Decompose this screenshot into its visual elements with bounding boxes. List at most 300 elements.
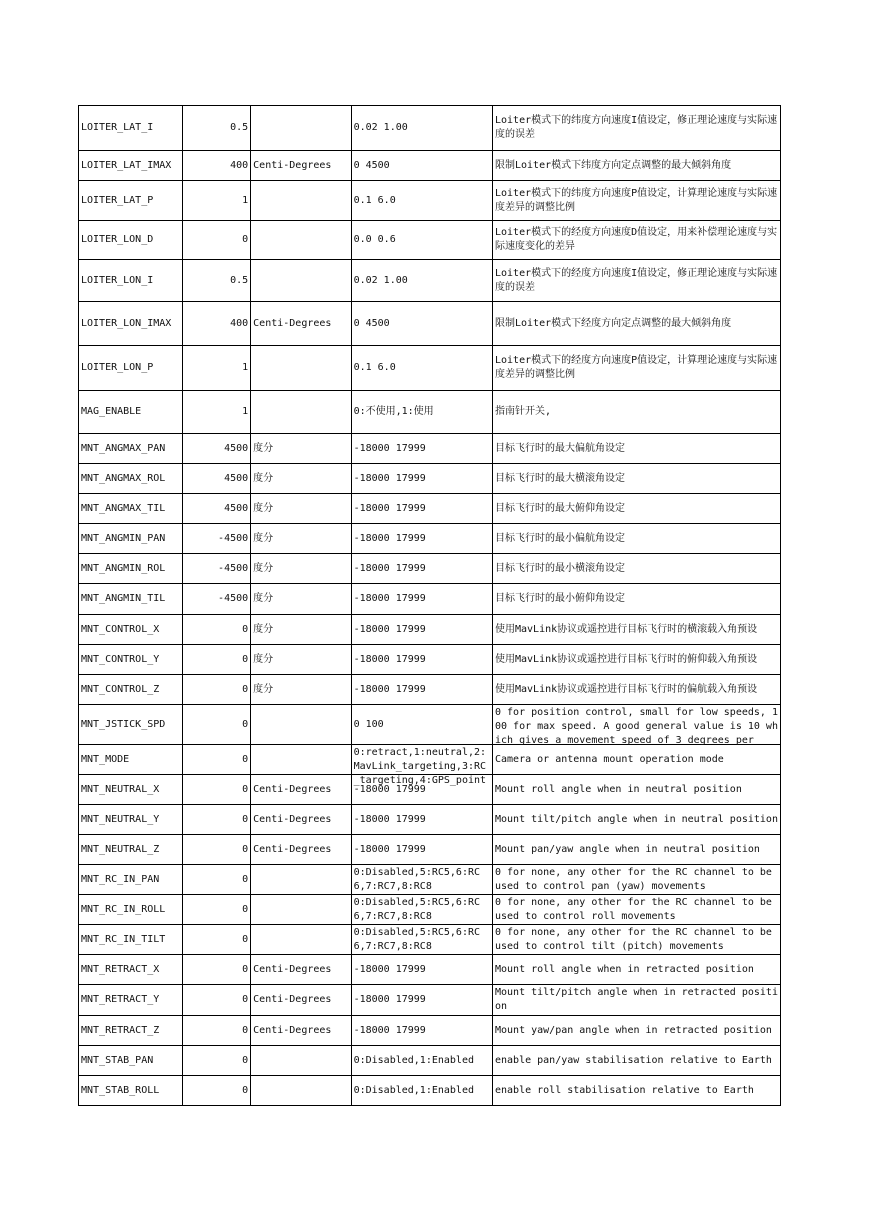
table-row: [79, 346, 781, 391]
param-unit-cell: [251, 925, 351, 955]
param-unit-cell: [251, 302, 351, 346]
param-range-cell: [351, 346, 492, 391]
param-name-cell: [79, 895, 183, 925]
param-unit-cell: [251, 865, 351, 895]
param-desc-cell: [493, 1046, 781, 1076]
param-range-cell: [351, 895, 492, 925]
param-desc-cell: [493, 1016, 781, 1046]
param-desc-cell-text: 目标飞行时的最小偏航角设定: [495, 532, 625, 544]
param-value-cell-text: 1: [242, 362, 249, 373]
param-name-cell: [79, 955, 183, 985]
param-desc-cell-text: 指南针开关,: [495, 406, 552, 417]
param-unit-cell: [251, 615, 351, 645]
param-name-cell-text: MNT_ANGMAX_ROL: [81, 472, 166, 484]
param-name-cell: [79, 391, 183, 434]
param-unit-cell: [251, 221, 351, 260]
param-value-cell-text: 0: [242, 963, 249, 975]
param-value-cell-text: 0: [242, 843, 249, 855]
param-value-cell-text: 400: [230, 159, 249, 171]
param-range-cell: [351, 181, 492, 221]
param-value-cell-text: 0: [242, 903, 249, 915]
param-unit-cell-text: Centi-Degrees: [253, 813, 332, 825]
table-row: [79, 675, 781, 705]
param-name-cell-text: MNT_STAB_ROLL: [81, 1084, 160, 1096]
param-desc-cell-text: 0 for none, any other for the RC channel to be used to control pan (yaw) movements: [495, 866, 772, 892]
param-range-cell-text: -18000 17999: [353, 593, 426, 604]
param-name-cell: [79, 181, 183, 221]
param-unit-cell: [251, 494, 351, 524]
param-range-cell-text: 0:Disabled,5:RC5,6:RC6,7:RC7,8:RC8: [353, 926, 481, 952]
param-name-cell: [79, 775, 183, 805]
param-unit-cell: [251, 584, 351, 615]
param-range-cell: [351, 434, 492, 464]
param-unit-cell: [251, 955, 351, 985]
param-desc-cell-text: Loiter模式下的经度方向速度P值设定，计算理论速度与实际速度差异的调整比例: [495, 355, 778, 380]
table-row: [79, 554, 781, 584]
param-range-cell: [351, 151, 492, 181]
param-unit-cell: [251, 181, 351, 221]
param-range-cell: [351, 835, 492, 865]
param-name-cell-text: LOITER_LON_I: [81, 274, 154, 286]
param-range-cell: [351, 615, 492, 645]
parameter-table: [78, 105, 781, 1106]
param-value-cell-text: 0: [242, 813, 249, 825]
param-value-cell-text: 0: [242, 234, 249, 245]
param-value-cell: [182, 645, 251, 675]
param-desc-cell-text: enable roll stabilisation relative to Earth: [495, 1084, 754, 1096]
param-desc-cell: [493, 151, 781, 181]
param-range-cell: [351, 1076, 492, 1106]
param-value-cell-text: 4500: [224, 472, 249, 484]
param-value-cell: [182, 524, 251, 554]
param-desc-cell-text: Loiter模式下的经度方向速度D值设定，用来补偿理论速度与实际速度变化的差异: [495, 227, 778, 252]
param-unit-cell: [251, 434, 351, 464]
param-name-cell: [79, 221, 183, 260]
param-desc-cell-text: Loiter模式下的纬度方向速度I值设定，修正理论速度与实际速度的误差: [495, 115, 778, 140]
table-row: [79, 391, 781, 434]
table-row: [79, 434, 781, 464]
param-unit-cell: [251, 1016, 351, 1046]
param-name-cell: [79, 1046, 183, 1076]
param-name-cell-text: MAG_ENABLE: [81, 406, 142, 417]
param-name-cell-text: MNT_ANGMAX_TIL: [81, 502, 166, 514]
param-desc-cell-text: Mount pan/yaw angle when in neutral position: [495, 843, 760, 855]
param-value-cell: [182, 985, 251, 1016]
param-range-cell: [351, 221, 492, 260]
param-unit-cell: [251, 775, 351, 805]
param-name-cell-text: MNT_RC_IN_ROLL: [81, 903, 166, 915]
param-unit-cell-text: Centi-Degrees: [253, 159, 332, 171]
param-name-cell: [79, 260, 183, 302]
param-unit-cell: [251, 835, 351, 865]
param-range-cell: [351, 464, 492, 494]
param-name-cell: [79, 106, 183, 151]
table-row: [79, 181, 781, 221]
param-name-cell: [79, 554, 183, 584]
param-desc-cell-text: 目标飞行时的最大横滚角设定: [495, 472, 625, 484]
table-row: [79, 1046, 781, 1076]
param-range-cell-text: -18000 17999: [353, 994, 426, 1005]
param-value-cell: [182, 260, 251, 302]
param-desc-cell: [493, 106, 781, 151]
param-unit-cell: [251, 805, 351, 835]
param-value-cell: [182, 1046, 251, 1076]
param-desc-cell: [493, 181, 781, 221]
param-desc-cell-text: 使用MavLink协议或遥控进行目标飞行时的偏航载入角预设: [495, 683, 758, 695]
param-name-cell-text: MNT_NEUTRAL_Z: [81, 843, 160, 855]
param-unit-cell-text: 度分: [253, 562, 274, 574]
param-name-cell: [79, 434, 183, 464]
param-range-cell-text: -18000 17999: [353, 502, 426, 514]
param-range-cell-text: -18000 17999: [353, 623, 426, 635]
param-desc-cell: [493, 775, 781, 805]
param-range-cell-text: 0:Disabled,1:Enabled: [353, 1084, 474, 1096]
param-desc-cell: [493, 434, 781, 464]
param-value-cell: [182, 346, 251, 391]
param-range-cell: [351, 1016, 492, 1046]
table-row: [79, 464, 781, 494]
param-value-cell: [182, 775, 251, 805]
param-value-cell-text: 0: [242, 653, 249, 665]
param-range-cell: [351, 302, 492, 346]
param-value-cell-text: 0: [242, 683, 249, 695]
param-desc-cell-text: 0 for position control, small for low speeds, 100 for max speed. A good general value is 10 which gives a movement speed of 3 degrees per: [495, 706, 778, 746]
table-row: [79, 1076, 781, 1106]
param-range-cell-text: 0:不使用,1:使用: [353, 406, 434, 417]
param-range-cell-text: 0:retract,1:neutral,2:MavLink_targeting,3:RC_targeting,4:GPS_point: [353, 746, 487, 786]
param-desc-cell-text: Mount tilt/pitch angle when in neutral position: [495, 813, 778, 825]
param-value-cell-text: 0.5: [230, 274, 249, 286]
param-range-cell-text: -18000 17999: [353, 562, 426, 574]
param-unit-cell: [251, 524, 351, 554]
table-row: [79, 615, 781, 645]
param-desc-cell: [493, 554, 781, 584]
parameter-table-body: [79, 106, 781, 1106]
param-range-cell-text: 0:Disabled,5:RC5,6:RC6,7:RC7,8:RC8: [353, 866, 481, 892]
parameter-sheet: [78, 105, 781, 1106]
param-desc-cell: [493, 645, 781, 675]
param-name-cell-text: MNT_ANGMIN_ROL: [81, 562, 166, 574]
table-row: [79, 221, 781, 260]
param-unit-cell: [251, 895, 351, 925]
param-name-cell-text: LOITER_LON_IMAX: [81, 317, 172, 329]
param-value-cell: [182, 805, 251, 835]
param-name-cell-text: MNT_NEUTRAL_Y: [81, 813, 160, 825]
param-name-cell-text: LOITER_LON_D: [81, 234, 154, 245]
param-unit-cell: [251, 1046, 351, 1076]
param-desc-cell-text: enable pan/yaw stabilisation relative to Earth: [495, 1054, 772, 1066]
param-unit-cell-text: 度分: [253, 502, 274, 514]
param-unit-cell: [251, 645, 351, 675]
param-desc-cell-text: Mount tilt/pitch angle when in retracted position: [495, 987, 778, 1012]
param-desc-cell-text: 限制Loiter模式下经度方向定点调整的最大倾斜角度: [495, 317, 732, 329]
param-range-cell-text: -18000 17999: [353, 532, 426, 544]
param-range-cell: [351, 985, 492, 1016]
param-unit-cell: [251, 151, 351, 181]
param-value-cell: [182, 895, 251, 925]
param-value-cell: [182, 391, 251, 434]
param-name-cell: [79, 705, 183, 745]
param-unit-cell: [251, 745, 351, 775]
param-value-cell-text: 4500: [224, 502, 249, 514]
param-unit-cell-text: 度分: [253, 653, 274, 665]
param-unit-cell-text: 度分: [253, 593, 274, 604]
param-value-cell: [182, 1016, 251, 1046]
param-range-cell: [351, 925, 492, 955]
param-value-cell-text: -4500: [218, 562, 249, 574]
param-unit-cell: [251, 705, 351, 745]
param-value-cell: [182, 494, 251, 524]
param-unit-cell-text: Centi-Degrees: [253, 317, 332, 329]
param-unit-cell-text: 度分: [253, 472, 274, 484]
param-name-cell: [79, 524, 183, 554]
param-value-cell: [182, 1076, 251, 1106]
param-desc-cell: [493, 346, 781, 391]
param-unit-cell-text: Centi-Degrees: [253, 843, 332, 855]
param-desc-cell: [493, 464, 781, 494]
param-desc-cell: [493, 745, 781, 775]
param-desc-cell: [493, 705, 781, 745]
param-unit-cell-text: 度分: [253, 683, 274, 695]
param-value-cell: [182, 151, 251, 181]
param-unit-cell-text: Centi-Degrees: [253, 994, 332, 1005]
param-desc-cell-text: Camera or antenna mount operation mode: [495, 753, 724, 765]
param-name-cell: [79, 835, 183, 865]
param-name-cell: [79, 675, 183, 705]
param-unit-cell-text: 度分: [253, 623, 274, 635]
param-unit-cell: [251, 464, 351, 494]
param-name-cell-text: MNT_ANGMIN_PAN: [81, 532, 166, 544]
param-name-cell-text: MNT_CONTROL_X: [81, 623, 160, 635]
param-name-cell-text: LOITER_LAT_IMAX: [81, 159, 172, 171]
param-range-cell-text: 0.02 1.00: [353, 274, 408, 286]
param-desc-cell-text: 0 for none, any other for the RC channel to be used to control roll movements: [495, 896, 772, 922]
param-value-cell-text: 1: [242, 406, 249, 417]
param-name-cell: [79, 584, 183, 615]
param-range-cell: [351, 1046, 492, 1076]
param-name-cell: [79, 302, 183, 346]
param-unit-cell: [251, 985, 351, 1016]
param-range-cell-text: -18000 17999: [353, 442, 426, 454]
param-name-cell: [79, 346, 183, 391]
param-range-cell: [351, 391, 492, 434]
param-range-cell-text: -18000 17999: [353, 963, 426, 975]
param-unit-cell: [251, 391, 351, 434]
param-name-cell-text: MNT_RETRACT_X: [81, 963, 160, 975]
param-value-cell-text: 400: [230, 317, 249, 329]
param-value-cell-text: 0: [242, 718, 249, 730]
param-name-cell-text: MNT_RC_IN_PAN: [81, 873, 160, 885]
param-range-cell: [351, 675, 492, 705]
param-range-cell: [351, 494, 492, 524]
param-unit-cell: [251, 675, 351, 705]
param-name-cell-text: MNT_ANGMIN_TIL: [81, 593, 166, 604]
param-value-cell-text: -4500: [218, 593, 249, 604]
param-unit-cell-text: Centi-Degrees: [253, 1024, 332, 1036]
param-value-cell: [182, 464, 251, 494]
table-row: [79, 260, 781, 302]
table-row: [79, 895, 781, 925]
param-range-cell-text: -18000 17999: [353, 472, 426, 484]
table-row: [79, 1016, 781, 1046]
param-value-cell: [182, 745, 251, 775]
param-name-cell: [79, 1016, 183, 1046]
param-unit-cell: [251, 1076, 351, 1106]
param-desc-cell-text: Loiter模式下的纬度方向速度P值设定，计算理论速度与实际速度差异的调整比例: [495, 187, 778, 213]
table-row: [79, 106, 781, 151]
param-name-cell-text: LOITER_LAT_P: [81, 194, 154, 206]
param-desc-cell: [493, 524, 781, 554]
param-value-cell-text: -4500: [218, 532, 249, 544]
param-unit-cell: [251, 554, 351, 584]
param-value-cell: [182, 865, 251, 895]
param-name-cell-text: LOITER_LAT_I: [81, 122, 154, 133]
param-desc-cell: [493, 1076, 781, 1106]
param-name-cell: [79, 645, 183, 675]
param-value-cell: [182, 302, 251, 346]
param-name-cell: [79, 615, 183, 645]
param-desc-cell-text: 使用MavLink协议或遥控进行目标飞行时的俯仰载入角预设: [495, 653, 758, 665]
param-value-cell-text: 0: [242, 873, 249, 885]
param-unit-cell-text: 度分: [253, 442, 274, 454]
param-value-cell: [182, 181, 251, 221]
param-value-cell-text: 0: [242, 783, 249, 795]
param-unit-cell-text: 度分: [253, 532, 274, 544]
param-range-cell-text: -18000 17999: [353, 683, 426, 695]
param-name-cell-text: MNT_CONTROL_Z: [81, 683, 160, 695]
table-row: [79, 705, 781, 745]
param-value-cell-text: 0: [242, 1054, 249, 1066]
param-name-cell: [79, 985, 183, 1016]
param-name-cell-text: MNT_JSTICK_SPD: [81, 718, 166, 730]
param-value-cell-text: 4500: [224, 442, 249, 454]
param-name-cell-text: MNT_ANGMAX_PAN: [81, 442, 166, 454]
table-row: [79, 494, 781, 524]
param-value-cell: [182, 955, 251, 985]
param-desc-cell-text: 限制Loiter模式下纬度方向定点调整的最大倾斜角度: [495, 159, 732, 171]
param-name-cell: [79, 494, 183, 524]
param-desc-cell-text: 使用MavLink协议或遥控进行目标飞行时的横滚载入角预设: [495, 623, 758, 635]
param-value-cell-text: 0: [242, 623, 249, 635]
param-range-cell: [351, 865, 492, 895]
param-name-cell: [79, 925, 183, 955]
param-desc-cell: [493, 675, 781, 705]
param-value-cell: [182, 434, 251, 464]
param-value-cell: [182, 675, 251, 705]
param-value-cell: [182, 835, 251, 865]
param-desc-cell-text: 目标飞行时的最小横滚角设定: [495, 562, 625, 574]
param-range-cell-text: 0.0 0.6: [353, 234, 396, 245]
table-row: [79, 805, 781, 835]
param-value-cell: [182, 221, 251, 260]
param-value-cell-text: 1: [242, 194, 249, 206]
param-range-cell: [351, 554, 492, 584]
param-range-cell-text: -18000 17999: [353, 783, 426, 795]
param-desc-cell: [493, 391, 781, 434]
param-value-cell-text: 0: [242, 933, 249, 945]
param-name-cell: [79, 151, 183, 181]
param-desc-cell: [493, 221, 781, 260]
table-row: [79, 745, 781, 775]
param-range-cell: [351, 745, 492, 786]
param-range-cell: [351, 645, 492, 675]
param-desc-cell-text: Mount roll angle when in retracted position: [495, 963, 754, 975]
param-range-cell-text: -18000 17999: [353, 1024, 426, 1036]
param-desc-cell: [493, 494, 781, 524]
param-desc-cell: [493, 985, 781, 1016]
param-desc-cell: [493, 584, 781, 615]
table-row: [79, 584, 781, 615]
param-value-cell: [182, 554, 251, 584]
param-desc-cell: [493, 925, 781, 955]
param-desc-cell-text: 目标飞行时的最大偏航角设定: [495, 442, 625, 454]
param-range-cell-text: 0:Disabled,5:RC5,6:RC6,7:RC7,8:RC8: [353, 896, 481, 922]
table-row: [79, 524, 781, 554]
param-range-cell-text: 0 4500: [353, 317, 390, 329]
param-value-cell: [182, 584, 251, 615]
param-desc-cell-text: 目标飞行时的最小俯仰角设定: [495, 593, 625, 604]
param-desc-cell: [493, 615, 781, 645]
param-desc-cell-text: Mount yaw/pan angle when in retracted position: [495, 1024, 772, 1036]
param-desc-cell-text: Loiter模式下的经度方向速度I值设定，修正理论速度与实际速度的误差: [495, 267, 778, 293]
param-range-cell: [351, 260, 492, 302]
param-unit-cell-text: Centi-Degrees: [253, 783, 332, 795]
param-name-cell-text: MNT_STAB_PAN: [81, 1054, 154, 1066]
param-range-cell-text: -18000 17999: [353, 653, 426, 665]
param-name-cell: [79, 745, 183, 775]
param-range-cell-text: 0:Disabled,1:Enabled: [353, 1054, 474, 1066]
param-name-cell: [79, 1076, 183, 1106]
param-value-cell: [182, 106, 251, 151]
param-range-cell-text: 0.1 6.0: [353, 194, 396, 206]
param-name-cell-text: MNT_RETRACT_Y: [81, 994, 160, 1005]
param-range-cell-text: 0 100: [353, 718, 384, 730]
param-value-cell-text: 0: [242, 1024, 249, 1036]
table-row: [79, 865, 781, 895]
param-desc-cell: [493, 302, 781, 346]
param-name-cell-text: MNT_NEUTRAL_X: [81, 783, 160, 795]
param-value-cell-text: 0: [242, 994, 249, 1005]
table-row: [79, 955, 781, 985]
param-desc-cell: [493, 835, 781, 865]
param-desc-cell-text: 0 for none, any other for the RC channel to be used to control tilt (pitch) movements: [495, 926, 772, 952]
param-range-cell-text: 0 4500: [353, 159, 390, 171]
param-range-cell-text: 0.1 6.0: [353, 362, 396, 373]
param-desc-cell: [493, 895, 781, 925]
table-row: [79, 925, 781, 955]
param-name-cell: [79, 805, 183, 835]
param-value-cell-text: 0: [242, 1084, 249, 1096]
param-range-cell-text: 0.02 1.00: [353, 122, 408, 133]
param-desc-cell: [493, 955, 781, 985]
table-row: [79, 985, 781, 1016]
param-unit-cell: [251, 106, 351, 151]
param-unit-cell: [251, 260, 351, 302]
table-row: [79, 835, 781, 865]
param-range-cell: [351, 584, 492, 615]
param-range-cell-text: -18000 17999: [353, 813, 426, 825]
param-range-cell-text: -18000 17999: [353, 843, 426, 855]
table-row: [79, 645, 781, 675]
param-unit-cell-text: Centi-Degrees: [253, 963, 332, 975]
param-name-cell-text: MNT_CONTROL_Y: [81, 653, 160, 665]
param-unit-cell: [251, 346, 351, 391]
param-name-cell-text: MNT_RETRACT_Z: [81, 1024, 160, 1036]
param-range-cell: [351, 705, 492, 745]
param-range-cell: [351, 106, 492, 151]
param-value-cell-text: 0.5: [230, 122, 249, 133]
table-row: [79, 302, 781, 346]
